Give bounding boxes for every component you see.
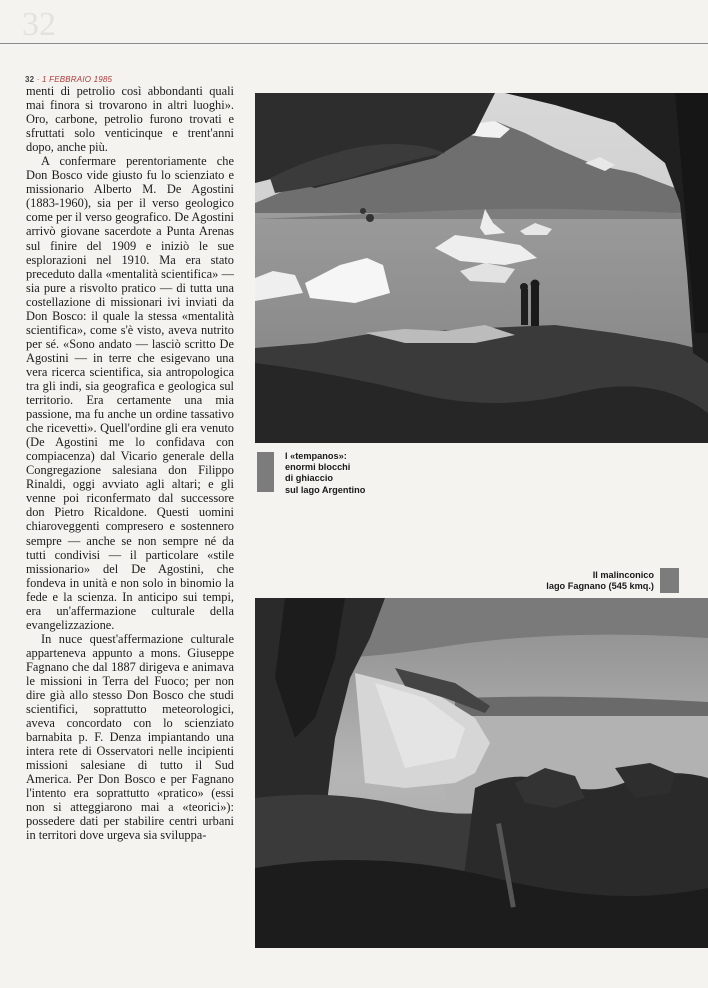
issue-date: · 1 FEBBRAIO 1985 [36,75,113,84]
page-number: 32 [25,75,35,84]
caption-line: enormi blocchi [285,462,351,473]
top-rule [0,43,708,44]
caption-marker [660,568,679,593]
faded-masthead-mark: 32 [22,6,56,43]
article-paragraph: In nuce quest'affermazione culturale apparteneva appunto a mons. Giuseppe Fagnano che dal 1887 dirigeva e animava le missioni in Terra del Fuoco; per non dire già allo stesso Don Bosco che studi scientifici, soprattutto meteorologici, aveva concordato con lo scienziato barnabita p. F. Denza impiantando una intera rete di Osservatori nelle incipienti missioni salesiane di tutto il Sud America. Per Don Bosco e per Fagnano l'intento era soprattutto «pratico» (essi non si atteggiarono mai a «teorici»): possedere dati per stabilire centri urbani in territori dove urgeva sia sviluppa- [26,631,234,843]
article-column [26,84,234,964]
caption-line: di ghiaccio [285,473,333,484]
page-header [25,75,112,84]
caption-line: lago Fagnano (545 kmq.) [546,581,654,592]
article-paragraph: menti di petrolio così abbondanti quali mai finora si trovarono in altri luoghi». Oro, carbone, petrolio furono trovati e sfruttati solo venticinque e trent'anni dopo, anche più. [26,84,234,155]
caption-line: I «tempanos»: [285,451,347,461]
photo-icebergs-lago-argentino [255,93,708,443]
caption-marker [257,452,274,492]
caption-line: Il malinconico [592,570,654,580]
photo-caption-tempanos [285,451,395,496]
photo-lago-fagnano [255,598,708,948]
caption-line: sul lago Argentino [285,484,366,495]
photo-caption-lago-fagnano [520,570,654,592]
article-paragraph: A confermare perentoriamente che Don Bosco vide giusto fu lo scienziato e missionario Alberto M. De Agostini (1883-1960), sia per il verso geologico come per il verso geografico. De Agostini arrivò giovane sacerdote a Punta Arenas sul finire del 1909 e iniziò le sue esplorazioni nel 1910. Ma era stato preceduto dalla «mentalità scientifica» — sia pure a risvolto pratico — di tutta una costellazione di missionari ivi inviati da Don Bosco: il quale la stessa «mentalità scientifica», come s'è visto, aveva nutrito per sé. «Sono andato — lasciò scritto De Agostini — in terre che esigevano una vera ricerca scientifica, sia antropologica tra gli indi, sia geografica e geologica sul territorio. Era certamente una mia passione, ma fu anche un ordine tassativo che ricevetti». Quell'ordine gli era venuto (De Agostini me lo confidava con compiacenza) dal Vicario generale della Congregazione salesiana don Filippo Rinaldi, oggi avviato agli altari; e gli venne poi riconfermato dal successore don Pietro Ricaldone. Questi uomini chiaroveggenti compresero e sostennero sempre — anche se non sempre né da tutti condivisi — il particolare «stile missionario» del De Agostini, che fondeva in unità e non solo in binomio la fede e la scienza. In anticipo sui tempi, era un'affermazione culturale della evangelizzazione. [26,154,234,632]
